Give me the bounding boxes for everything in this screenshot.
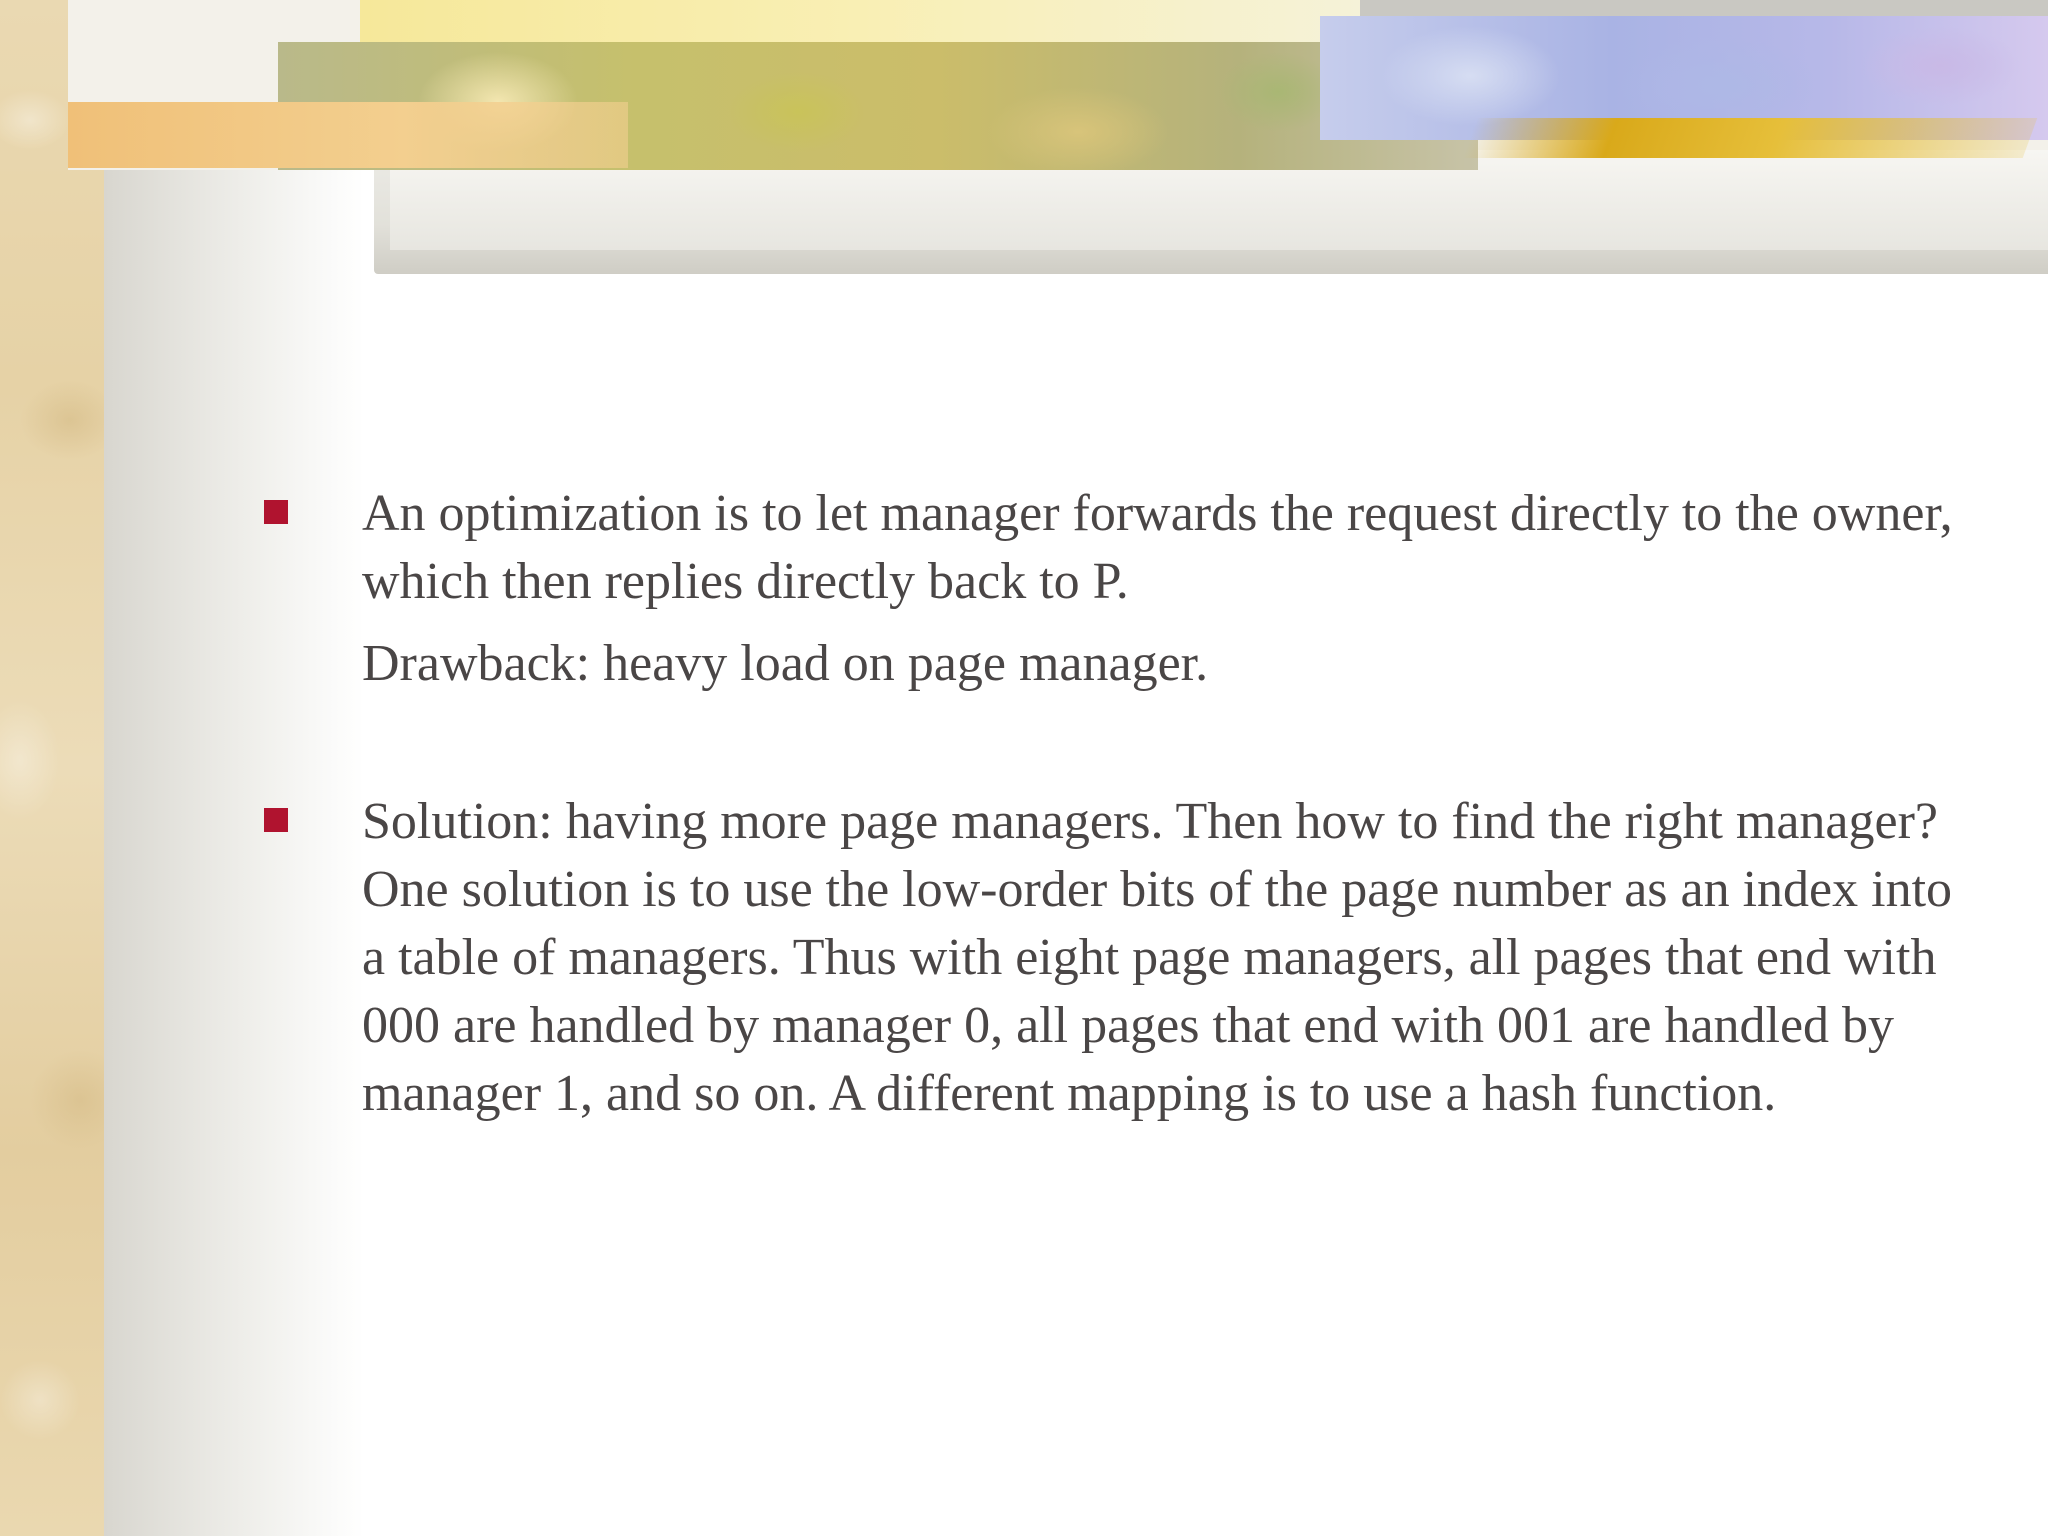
bullet-item-solution (262, 788, 1962, 1128)
banner-grey-strip (1360, 0, 2048, 16)
banner-orange-band (68, 102, 628, 168)
slide-content (262, 480, 1962, 1128)
bullet-text: Solution: having more page managers. Then how to find the right manager? One solution is to use the low-order bits of the page number as an index into a table of managers. Thus with eight page managers, all pages that end with 000 are handled by manager 0, all pages that end with 001 are handled by manager 1, and so on. A different mapping is to use a hash function. (362, 793, 1953, 1122)
banner-gold-wheat (1463, 118, 2038, 158)
banner-yellow-band (360, 0, 1360, 44)
square-bullet-icon (264, 808, 288, 832)
left-parchment-border (0, 0, 104, 1536)
bullet-subtext: Drawback: heavy load on page manager. (362, 635, 1209, 692)
bullet-text: An optimization is to let manager forwards the request directly to the owner, which then replies directly back to P. (362, 485, 1953, 610)
square-bullet-icon (264, 500, 288, 524)
bullet-item-optimization (262, 480, 1962, 698)
